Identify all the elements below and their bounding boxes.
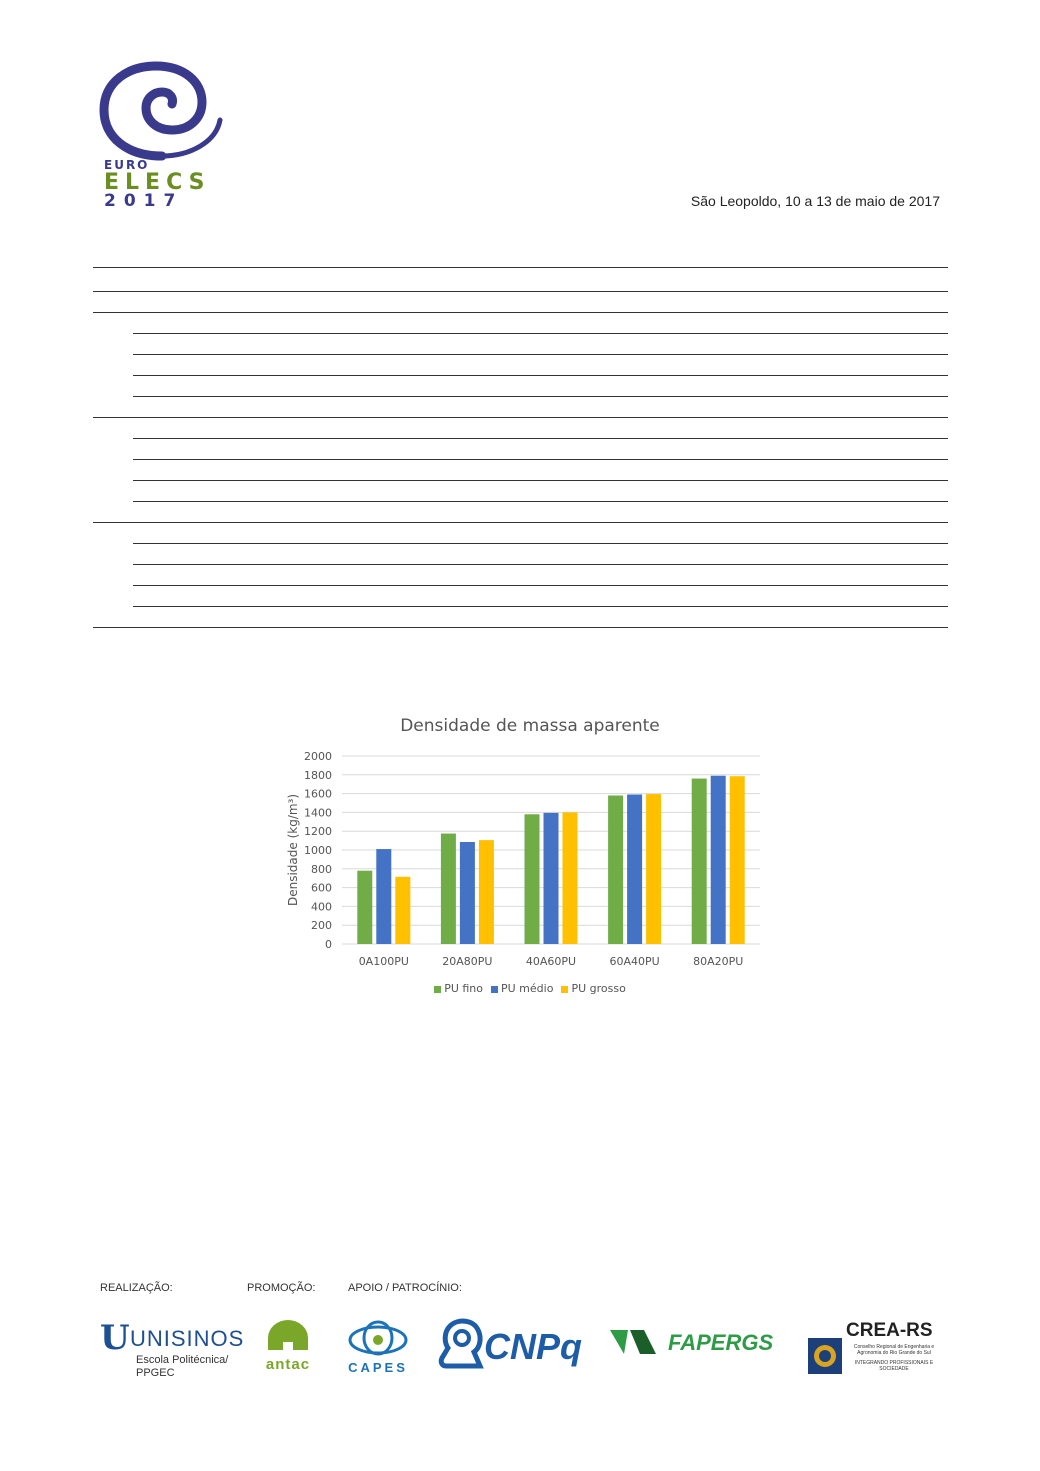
legend-swatch [434, 986, 441, 993]
x-tick-label: 0A100PU [358, 955, 409, 968]
cnpq-logo [438, 1318, 588, 1378]
y-tick-label: 800 [311, 862, 332, 876]
x-tick-label: 40A60PU [525, 955, 577, 968]
logo-euro-text: EURO [104, 158, 150, 172]
y-tick-label: 1200 [304, 825, 332, 839]
footer-label-apoio: APOIO / PATROCÍNIO: [348, 1282, 462, 1294]
chart-bar [441, 834, 456, 944]
logo-elecs-text: ELECS [104, 170, 211, 195]
fapergs-logo [610, 1318, 790, 1378]
capes-name: CAPES [348, 1360, 408, 1375]
table-rule [133, 606, 948, 607]
antac-name: antac [265, 1356, 311, 1373]
antac-arch-icon [254, 1318, 322, 1358]
legend-swatch [561, 986, 568, 993]
table-rule [93, 627, 948, 628]
table-rule [93, 267, 948, 268]
crea-seal-icon [808, 1338, 842, 1374]
chart-bar [711, 776, 726, 944]
chart-bar [627, 795, 642, 944]
y-tick-label: 600 [311, 881, 332, 895]
chart-bar [357, 871, 372, 944]
fapergs-triangle-icon [610, 1326, 662, 1366]
chart-bar [563, 812, 578, 944]
crea-rs-logo [808, 1318, 944, 1378]
table-rule [133, 375, 948, 376]
chart-bar [730, 776, 745, 944]
unisinos-sub-line2: PPGEC [136, 1367, 175, 1379]
legend-item [434, 982, 483, 995]
x-tick-label: 20A80PU [442, 955, 493, 968]
unisinos-u-icon: U [100, 1318, 130, 1358]
y-tick-label: 2000 [304, 750, 332, 763]
chart-bar [460, 842, 475, 944]
header-date-location: São Leopoldo, 10 a 13 de maio de 2017 [690, 193, 940, 209]
y-tick-label: 200 [311, 919, 332, 933]
chart-legend [280, 982, 780, 995]
table-rule [93, 417, 948, 418]
table-rule [133, 543, 948, 544]
chart-title: Densidade de massa aparente [400, 716, 660, 736]
fapergs-name: FAPERGS [668, 1330, 774, 1355]
crea-subtitle: Conselho Regional de Engenharia e Agronomia do Rio Grande do Sul [853, 1344, 935, 1356]
density-chart [280, 708, 780, 1008]
y-axis-label: Densidade (kg/m³) [286, 793, 300, 907]
unisinos-logo [100, 1318, 245, 1379]
y-tick-label: 1000 [304, 844, 332, 857]
legend-label: PU médio [501, 982, 554, 995]
table-rule [133, 396, 948, 397]
table-rule [133, 333, 948, 334]
legend-label: PU fino [444, 982, 483, 995]
table-rule [93, 522, 948, 523]
logo-year-text: 2017 [104, 191, 184, 211]
legend-item [491, 982, 553, 995]
cnpq-name: CNPq [484, 1326, 582, 1367]
unisinos-sub-line1: Escola Politécnica/ [136, 1354, 229, 1366]
y-tick-label: 1600 [304, 787, 332, 801]
crea-name: CREA-RS [846, 1320, 933, 1341]
crea-tagline: INTEGRANDO PROFISSIONAIS E SOCIEDADE [854, 1360, 934, 1372]
capes-orbit-icon [348, 1318, 408, 1362]
y-tick-label: 1800 [304, 768, 332, 782]
y-tick-label: 0 [325, 938, 332, 951]
x-tick-label: 80A20PU [693, 955, 744, 968]
legend-swatch [491, 986, 498, 993]
chart-bar [646, 794, 661, 944]
unisinos-sub [136, 1354, 228, 1380]
antac-logo [254, 1318, 322, 1378]
chart-plot [280, 708, 780, 1008]
table-rule [133, 564, 948, 565]
table-rule [133, 585, 948, 586]
chart-bar [376, 849, 391, 944]
footer-label-promocao: PROMOÇÃO: [247, 1282, 316, 1294]
x-tick-label: 60A40PU [609, 955, 660, 968]
legend-item [561, 982, 625, 995]
chart-bar [544, 813, 559, 944]
y-tick-label: 1400 [304, 806, 332, 820]
table-rule [133, 459, 948, 460]
euro-elecs-logo [98, 60, 228, 210]
footer-label-realizacao: REALIZAÇÃO: [100, 1282, 173, 1294]
capes-logo [348, 1318, 408, 1378]
chart-bar [608, 795, 623, 944]
table-rule [133, 501, 948, 502]
chart-bar [479, 840, 494, 944]
chart-bar [692, 779, 707, 944]
y-tick-label: 400 [311, 900, 332, 914]
cnpq-head-icon [438, 1318, 484, 1374]
table-rule [93, 312, 948, 313]
table-rule [133, 480, 948, 481]
unisinos-name: UNISINOS [130, 1326, 245, 1351]
table-rule [93, 291, 948, 292]
chart-bar [395, 877, 410, 944]
table-rule [133, 438, 948, 439]
chart-bar [525, 814, 540, 944]
table-rule [133, 354, 948, 355]
legend-label: PU grosso [571, 982, 626, 995]
